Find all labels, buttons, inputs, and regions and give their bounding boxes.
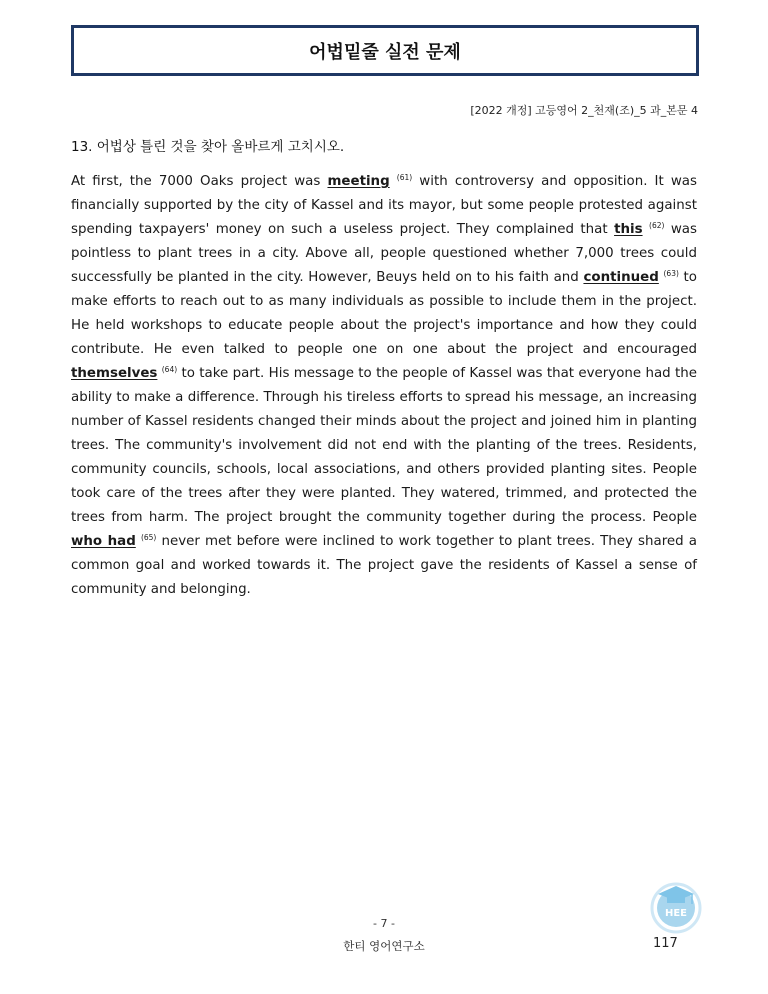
passage-text: to take part. His message to the people of Kassel was that everyone had the ability to make a difference. Through his tireless efforts to spread his message, an increasing number of Kassel residents changed their minds about the project and joined him in planting trees. The community's involvement did not end with the planting of the trees. Residents, community councils, schools, local associations, and others provided planting sites. People took care of the trees after they were planted. They watered, trimmed, and protected the trees from harm. The project brought the community together during the process. People xyxy=(71,366,697,525)
passage-text: was pointless to plant trees in a city. Above all, people questioned whether 7,000 trees could successfully be planted in the city. However, Beuys held on to his faith and xyxy=(71,222,697,285)
logo-text: HEE xyxy=(664,908,688,919)
underline-63: continued xyxy=(583,270,659,285)
page-number: - 7 - xyxy=(373,917,395,930)
title-box xyxy=(71,25,699,76)
passage-text: At first, the 7000 Oaks project was xyxy=(71,174,328,189)
marker-65: (65) xyxy=(140,533,157,542)
underline-65: who had xyxy=(71,534,136,549)
passage-text: never met before were inclined to work together to plant trees. They shared a common goal and worked towards it. The project gave the residents of Kassel a sense of community and belonging. xyxy=(71,534,697,597)
underline-62: this xyxy=(614,222,643,237)
question-text: 13. 어법상 틀린 것을 찾아 올바르게 고치시오. xyxy=(71,139,345,155)
underline-61: meeting xyxy=(327,174,390,189)
passage xyxy=(71,170,697,602)
underline-64: themselves xyxy=(71,366,158,381)
marker-63: (63) xyxy=(663,269,679,278)
footer-organization: 한티 영어연구소 xyxy=(343,939,425,953)
passage-text: with controversy and opposition. It was financially supported by the city of Kassel and its mayor, but some people protested against spending taxpayers' money on such a useless project. They complained that xyxy=(71,174,697,237)
page-code: 117 xyxy=(653,936,678,951)
page-title: 어법밑줄 실전 문제 xyxy=(309,41,461,63)
marker-62: (62) xyxy=(649,221,665,230)
source-label: [2022 개정] 고등영어 2_천재(조)_5 과_본문 4 xyxy=(470,104,698,117)
passage-text: to make efforts to reach out to as many individuals as possible to include them in the project. He held workshops to educate people about the project's importance and how they could contribute. He even talked to people one on one about the project and encouraged xyxy=(71,270,697,357)
marker-61: (61) xyxy=(396,173,413,182)
marker-64: (64) xyxy=(161,365,178,374)
